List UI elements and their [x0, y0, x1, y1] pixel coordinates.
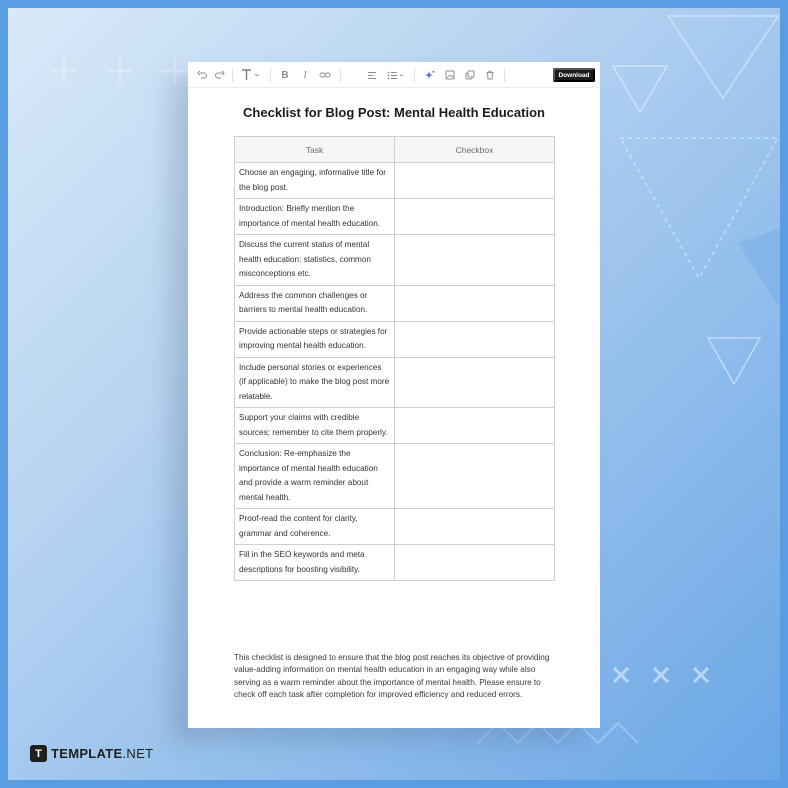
undo-icon[interactable] [196, 68, 208, 82]
table-row [235, 444, 555, 509]
align-icon[interactable] [366, 68, 378, 82]
link-icon[interactable] [318, 68, 332, 82]
column-header-task: Task [235, 137, 395, 163]
task-cell: Include personal stories or experiences (if applicable) to make the blog post more relatable. [235, 357, 395, 408]
task-cell: Discuss the current status of mental health education: statistics, common misconceptions etc. [235, 235, 395, 286]
table-row [235, 199, 555, 235]
table-header-row [235, 137, 555, 163]
task-cell: Address the common challenges or barriers to mental health education. [235, 285, 395, 321]
table-row [235, 285, 555, 321]
bold-icon[interactable]: B [281, 69, 289, 81]
toolbar-divider [270, 68, 271, 82]
duplicate-icon[interactable] [464, 68, 476, 82]
redo-icon[interactable] [214, 68, 226, 82]
italic-icon[interactable]: I [303, 69, 307, 81]
document-title: Checklist for Blog Post: Mental Health Education [243, 105, 545, 120]
image-icon[interactable] [444, 68, 456, 82]
task-cell: Support your claims with credible sources; remember to cite them properly. [235, 408, 395, 444]
text-style-icon[interactable] [240, 68, 262, 82]
checkbox-cell[interactable] [395, 444, 555, 509]
brand-name-suffix: .NET [122, 746, 154, 761]
download-button[interactable]: Download [553, 68, 595, 82]
checkbox-cell[interactable] [395, 235, 555, 286]
task-cell: Choose an engaging, informative title for the blog post. [235, 163, 395, 199]
checklist-table [234, 136, 555, 581]
checkbox-cell[interactable] [395, 163, 555, 199]
task-cell: Conclusion: Re-emphasize the importance of mental health education and provide a warm reminder about mental health. [235, 444, 395, 509]
toolbar-divider [504, 68, 505, 82]
table-row [235, 235, 555, 286]
checkbox-cell[interactable] [395, 509, 555, 545]
task-cell: Fill in the SEO keywords and meta descriptions for boosting visibility. [235, 545, 395, 581]
document-note: This checklist is designed to ensure that the blog post reaches its objective of providing value-adding information on mental health education in an engaging way while also serving as a warm reminder about the importance of mental health. Please ensure to check off each task after completion for improved efficiency and reduced errors. [234, 653, 550, 699]
table-row [235, 163, 555, 199]
checkbox-cell[interactable] [395, 545, 555, 581]
brand-name-bold: TEMPLATE [51, 746, 123, 761]
checkbox-cell[interactable] [395, 321, 555, 357]
brand-logo [30, 745, 153, 762]
checkbox-cell[interactable] [395, 285, 555, 321]
column-header-checkbox: Checkbox [395, 137, 555, 163]
toolbar-divider [414, 68, 415, 82]
delete-icon[interactable] [484, 68, 496, 82]
task-cell: Proof-read the content for clarity, grammar and coherence. [235, 509, 395, 545]
checkbox-cell[interactable] [395, 408, 555, 444]
ai-sparkle-icon[interactable] [424, 68, 436, 82]
task-cell: Provide actionable steps or strategies for improving mental health education. [235, 321, 395, 357]
toolbar-divider [232, 68, 233, 82]
list-icon[interactable] [386, 68, 406, 82]
task-cell: Introduction: Briefly mention the importance of mental health education. [235, 199, 395, 235]
document-page [188, 62, 600, 728]
brand-name [51, 746, 153, 761]
table-row [235, 509, 555, 545]
table-row [235, 321, 555, 357]
table-row [235, 408, 555, 444]
table-row [235, 357, 555, 408]
table-row [235, 545, 555, 581]
editor-toolbar [188, 62, 600, 88]
template-logo-icon: T [30, 745, 47, 762]
checkbox-cell[interactable] [395, 199, 555, 235]
toolbar-divider [340, 68, 341, 82]
checkbox-cell[interactable] [395, 357, 555, 408]
